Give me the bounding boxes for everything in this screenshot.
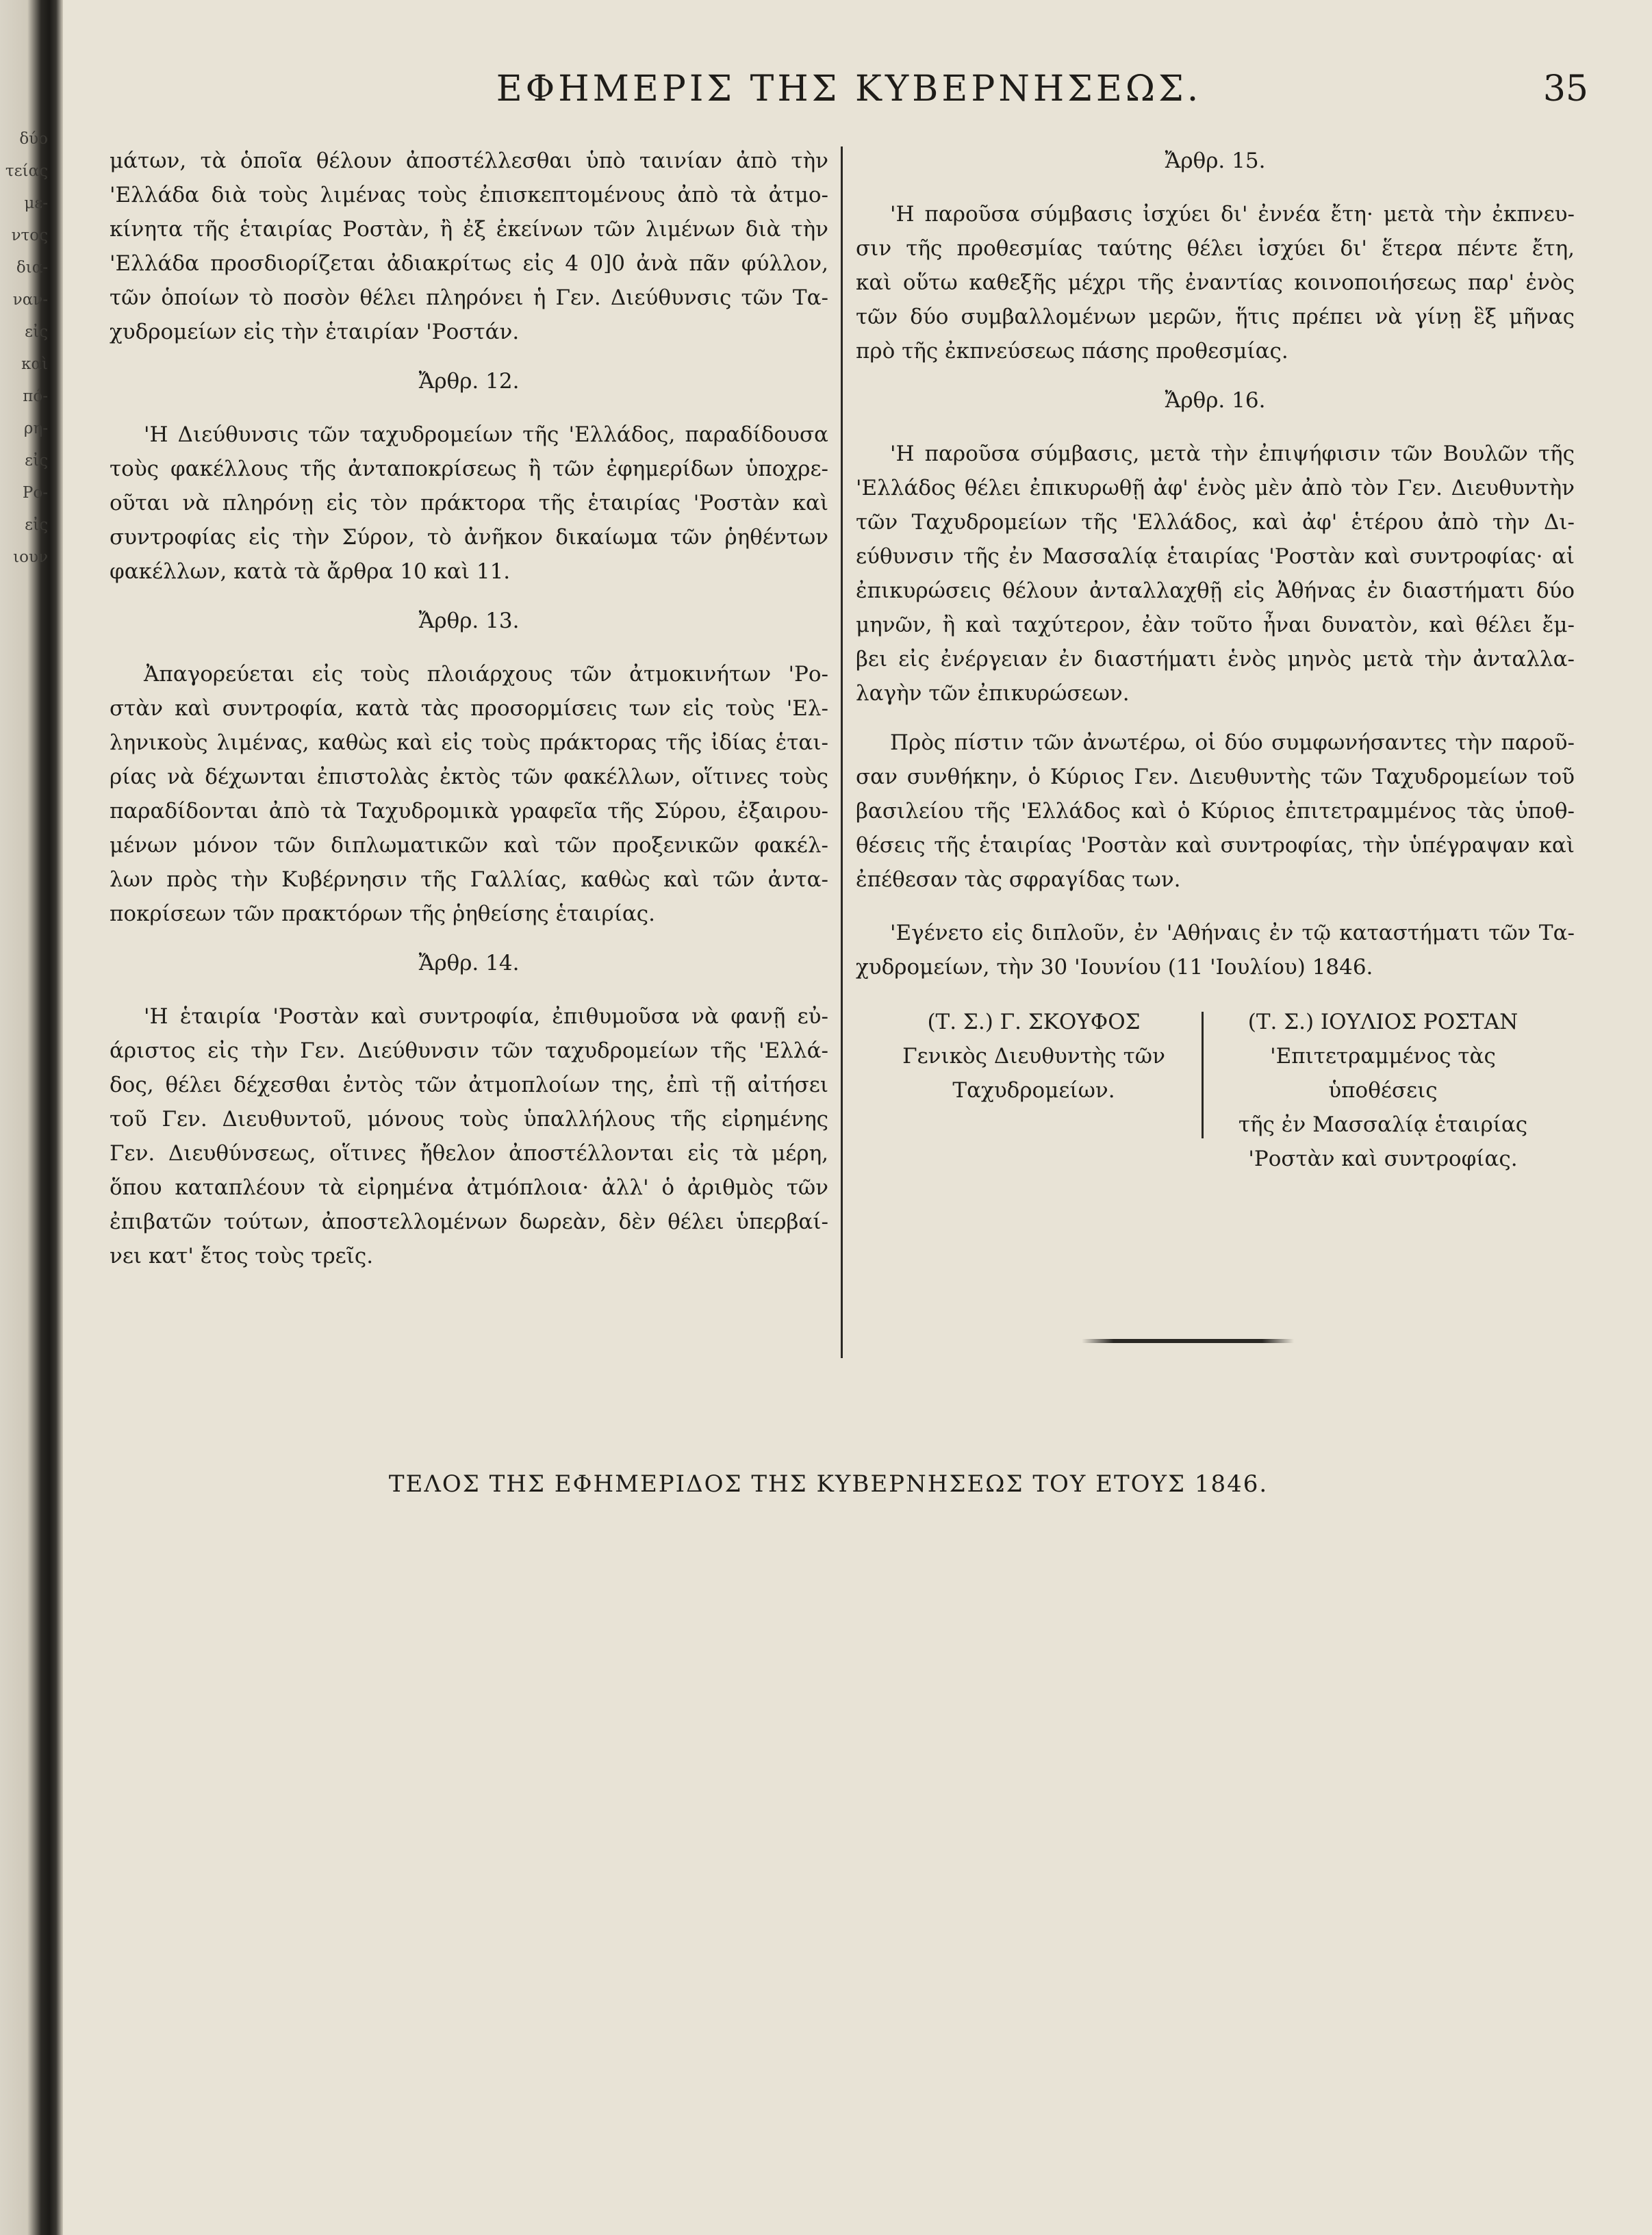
text-line: 'Η παροῦσα σύμβασις ἰσχύει δι' ἐννέα ἔτη· μετὰ τὴν ἐκπνευ-	[890, 202, 1575, 227]
text-line: τοὺς φακέλλους τῆς ἀνταποκρίσεως ἢ τῶν ἐφημερίδων ὑποχρε-	[110, 457, 828, 481]
edge-fragment: εἰς	[25, 452, 48, 470]
gazette-title: ΕΦΗΜΕΡΙΣ ΤΗΣ ΚΥΒΕΡΝΗΣΕΩΣ.	[496, 68, 1202, 110]
article-14-body	[110, 999, 828, 1273]
page-number: 35	[1542, 68, 1588, 110]
text-line: μάτων, τὰ ὁποῖα θέλουν ἀποστέλλεσθαι ὑπὸ ταινίαν ἀπὸ τὴν	[110, 149, 828, 173]
text-line: παραδίδονται ἀπὸ τὰ Ταχυδρομικὰ γραφεῖα τῆς Σύρου, ἐξαιρου-	[110, 799, 828, 823]
article-13-heading: Ἄρθρ. 13.	[418, 609, 520, 633]
text-line: μηνῶν, ἢ καὶ ταχύτερον, ἐὰν τοῦτο ἦναι δυνατὸν, καὶ θέλει ἔμ-	[856, 613, 1575, 637]
text-line: 'Ελλάδος θέλει ἐπικυρωθῇ ἀφ' ἑνὸς μὲν ἀπὸ τὸν Γεν. Διευθυντὴν	[856, 476, 1575, 500]
edge-fragment: δια-	[16, 259, 48, 277]
continuation-paragraph	[110, 144, 828, 349]
text-line: χυδρομείων εἰς τὴν ἑταιρίαν 'Ροστάν.	[110, 320, 520, 344]
previous-page-edge	[0, 123, 48, 574]
text-line: σιν τῆς προθεσμίας ταύτης θέλει ἰσχύει δι' ἕτερα πέντε ἔτη,	[856, 236, 1575, 261]
signature-line: Ταχυδρομείων.	[952, 1078, 1115, 1103]
closing-line: ΤΕΛΟΣ ΤΗΣ ΕΦΗΜΕΡΙΔΟΣ ΤΗΣ ΚΥΒΕΡΝΗΣΕΩΣ ΤΟΥ ΕΤΟΥΣ 1846.	[388, 1470, 1269, 1498]
text-line: 'Η παροῦσα σύμβασις, μετὰ τὴν ἐπιψήφισιν τῶν Βουλῶν τῆς	[890, 442, 1575, 466]
text-line: φακέλλων, κατὰ τὰ ἄρθρα 10 καὶ 11.	[110, 559, 511, 584]
right-column	[856, 144, 1575, 1171]
text-line: μένων μόνον τῶν διπλωματικῶν καὶ τῶν προξενικῶν φακέλ-	[110, 833, 828, 858]
text-line: ὅπου καταπλέουν τὰ εἰρημένα ἀτμόπλοια· ἀλλ' ὁ ἀριθμὸς τῶν	[110, 1175, 828, 1200]
text-line: τῶν ὁποίων τὸ ποσὸν θέλει πληρόνει ἡ Γεν. Διεύθυνσις τῶν Τα-	[110, 285, 828, 310]
signature-line: (Τ. Σ.) ΙΟΥΛΙΟΣ ΡΟΣΤΑΝ	[1247, 1010, 1518, 1034]
text-line: νει κατ' ἔτος τοὺς τρεῖς.	[110, 1244, 374, 1268]
text-line: Γεν. Διευθύνσεως, οἵτινες ἤθελον ἀποστέλλονται εἰς τὰ μέρη,	[110, 1141, 828, 1166]
edge-fragment: ντος	[11, 227, 48, 244]
page-header	[110, 68, 1588, 123]
edge-fragment: ιουν	[13, 548, 48, 566]
edge-fragment: ναν-	[12, 291, 48, 309]
text-line: λαγὴν τῶν ἐπικυρώσεων.	[856, 681, 1130, 706]
text-line: 'Εγένετο εἰς διπλοῦν, ἐν 'Αθήναις ἐν τῷ καταστήματι τῶν Τα-	[890, 921, 1575, 945]
text-line: στὰν καὶ συντροφία, κατὰ τὰς προσορμίσεις των εἰς τοὺς 'Ελ-	[110, 696, 828, 721]
text-line: ἐπιβατῶν τούτων, ἀποστελλομένων δωρεὰν, δὲν θέλει ὑπερβαί-	[110, 1210, 828, 1234]
signature-line: 'Επιτετραμμένος τὰς ὑποθέσεις	[1270, 1044, 1496, 1103]
column-divider	[841, 146, 843, 1358]
text-line: ἐπικυρώσεις θέλουν ἀνταλλαχθῇ εἰς Ἀθήνας ἐν διαστήματι δύο	[856, 578, 1575, 603]
text-line: ἐπέθεσαν τὰς σφραγίδας των.	[856, 867, 1181, 892]
text-line: 'Ελλάδα προσδιορίζεται ἀδιακρίτως εἰς 4 0]0 ἀνὰ πᾶν φύλλον,	[110, 251, 828, 276]
edge-fragment: εἰς	[25, 323, 48, 341]
signatures	[856, 1005, 1575, 1171]
article-15-body	[856, 197, 1575, 368]
text-line: Πρὸς πίστιν τῶν ἀνωτέρω, οἱ δύο συμφωνήσαντες τὴν παροῦ-	[890, 730, 1575, 755]
article-12-body	[110, 418, 828, 589]
left-column	[110, 144, 828, 1273]
article-15-heading: Ἄρθρ. 15.	[1165, 149, 1266, 173]
dated-paragraph	[856, 916, 1575, 984]
signature-line: (Τ. Σ.) Γ. ΣΚΟΥΦΟΣ	[927, 1010, 1141, 1034]
edge-fragment: δύο	[19, 130, 48, 148]
text-line: τῶν δύο συμβαλλομένων μερῶν, ἥτις πρέπει νὰ γίνῃ ἓξ μῆνας	[856, 305, 1575, 329]
edge-fragment: με-	[24, 194, 48, 212]
signature-line: 'Ροστὰν καὶ συντροφίας.	[1248, 1147, 1518, 1171]
signature-rostan	[1219, 1005, 1547, 1176]
text-line: βασιλείου τῆς 'Ελλάδος καὶ ὁ Κύριος ἐπιτετραμμένος τὰς ὑποθ-	[856, 799, 1575, 823]
text-line: 'Η ἑταιρία 'Ροστὰν καὶ συντροφία, ἐπιθυμοῦσα νὰ φανῇ εὐ-	[144, 1004, 828, 1029]
text-line: λων πρὸς τὴν Κυβέρνησιν τῆς Γαλλίας, καθὼς καὶ τῶν ἀντα-	[110, 867, 828, 892]
text-line: τοῦ Γεν. Διευθυντοῦ, μόνους τοὺς ὑπαλλήλους τῆς εἰρημένης	[110, 1107, 828, 1132]
text-line: βει εἰς ἐνέργειαν ἐν διαστήματι ἑνὸς μηνὸς μετὰ τὴν ἀνταλλα-	[856, 647, 1575, 672]
end-rule	[1082, 1339, 1294, 1343]
text-line: ρίας νὰ δέχωνται ἐπιστολὰς ἐκτὸς τῶν φακέλλων, οἵτινες τοὺς	[110, 765, 828, 789]
text-line: σαν συνθήκην, ὁ Κύριος Γεν. Διευθυντὴς τῶν Ταχυδρομείων τοῦ	[856, 765, 1575, 789]
text-line: Ἀπαγορεύεται εἰς τοὺς πλοιάρχους τῶν ἀτμοκινήτων 'Ρο-	[144, 662, 828, 687]
text-line: οῦται νὰ πληρόνῃ εἰς τὸν πράκτορα τῆς ἑταιρίας 'Ροστὰν καὶ	[110, 491, 828, 515]
text-line: τῶν Ταχυδρομείων τῆς 'Ελλάδος, καὶ ἀφ' ἑτέρου ἀπὸ τὴν Δι-	[856, 510, 1575, 535]
text-line: 'Η Διεύθυνσις τῶν ταχυδρομείων τῆς 'Ελλάδος, παραδίδουσα	[144, 422, 828, 447]
witness-paragraph	[856, 726, 1575, 897]
text-line: συντροφίας εἰς τὴν Σύρον, τὸ ἀνῆκον δικαίωμα τῶν ῥηθέντων	[110, 525, 828, 550]
edge-fragment: καὶ	[21, 355, 48, 373]
text-line: πρὸ τῆς ἐκπνεύσεως πάσης προθεσμίας.	[856, 339, 1288, 363]
edge-fragment: εἰς	[25, 516, 48, 534]
text-line: θέσεις τῆς ἑταιρίας 'Ροστὰν καὶ συντροφίας, τὴν ὑπέγραψαν καὶ	[856, 833, 1575, 858]
text-line: εύθυνσιν τῆς ἐν Μασσαλίᾳ ἑταιρίας 'Ροστὰν καὶ συντροφίας· αἱ	[856, 544, 1575, 569]
article-12-heading: Ἄρθρ. 12.	[418, 369, 520, 394]
text-line: 'Ελλάδα διὰ τοὺς λιμένας τοὺς ἐπισκεπτομένους ἀπὸ τὰ ἀτμο-	[110, 183, 828, 207]
text-line: κίνητα τῆς ἑταιρίας Ροστὰν, ἢ ἐξ ἐκείνων τῶν λιμένων διὰ τὴν	[110, 217, 828, 242]
text-line: καὶ οὕτω καθεξῆς μέχρι τῆς ἐναντίας κοινοποιήσεως παρ' ἑνὸς	[856, 270, 1575, 295]
article-16-body	[856, 437, 1575, 711]
text-line: ληνικοὺς λιμένας, καθὼς καὶ εἰς τοὺς πράκτορας τῆς ἰδίας ἑται-	[110, 730, 828, 755]
edge-fragment: ρη-	[23, 420, 48, 437]
text-line: δος, θέλει δέχεσθαι ἐντὸς τῶν ἀτμοπλοίων της, ἐπὶ τῇ αἰτήσει	[110, 1073, 828, 1097]
article-13-body	[110, 657, 828, 931]
text-line: ποκρίσεων τῶν πρακτόρων τῆς ῥηθείσης ἑταιρίας.	[110, 902, 656, 926]
signature-divider	[1202, 1012, 1204, 1138]
edge-fragment: πό-	[23, 387, 48, 405]
signature-line: Γενικὸς Διευθυντὴς τῶν	[902, 1044, 1165, 1069]
signature-line: τῆς ἐν Μασσαλίᾳ ἑταιρίας	[1238, 1112, 1528, 1137]
text-line: άριστος εἰς τὴν Γεν. Διεύθυνσιν τῶν ταχυδρομείων τῆς 'Ελλά-	[110, 1038, 828, 1063]
article-16-heading: Ἄρθρ. 16.	[1165, 388, 1266, 413]
signature-skoufos	[869, 1005, 1198, 1108]
article-14-heading: Ἄρθρ. 14.	[418, 951, 520, 975]
edge-fragment: Ρο-	[22, 484, 48, 502]
text-line: χυδρομείων, τὴν 30 'Ιουνίου (11 'Ιουλίου) 1846.	[856, 955, 1373, 980]
edge-fragment: τείας	[5, 162, 48, 180]
